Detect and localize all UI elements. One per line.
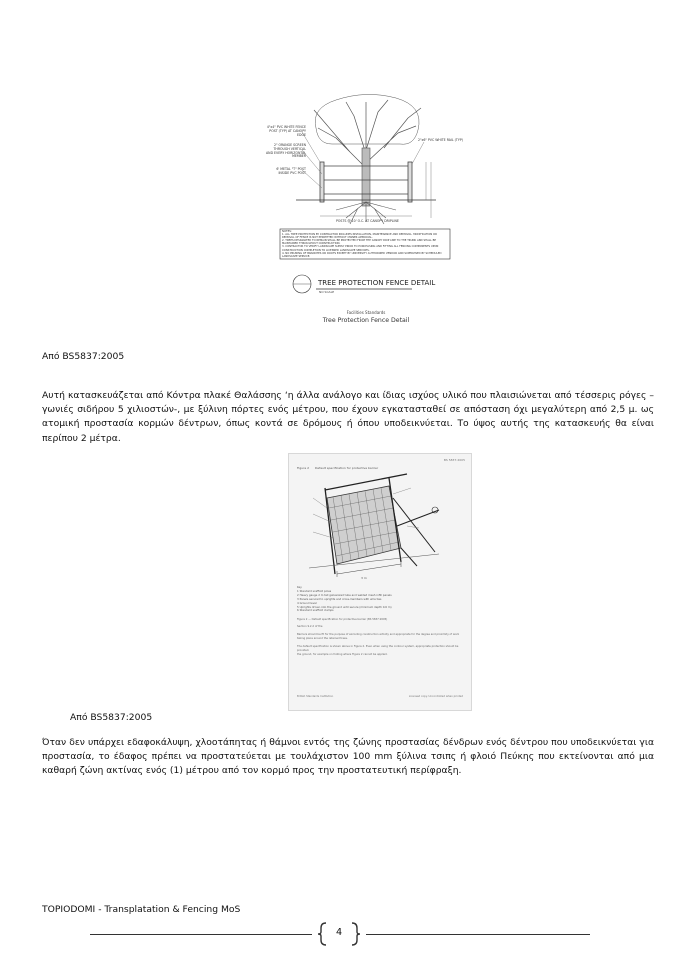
fence-detail-svg bbox=[266, 88, 466, 328]
figure2-text-2: Section 9.2.2 of the bbox=[297, 625, 323, 629]
drawing-note-bottom: POSTS @ 10' O.C. AT CANOPY DRIPLINE bbox=[336, 219, 399, 223]
figure2-dimension: 3 m bbox=[361, 576, 367, 580]
drawing-note-left-3: 6' METAL "T" POST INSIDE PVC POST bbox=[276, 167, 306, 175]
legend-item-5: 5 Uprights driven into the ground until secure (minimum depth 0.6 m) bbox=[297, 604, 392, 609]
figure2-body-text bbox=[297, 618, 463, 658]
legend-item-3: 3 Panels secured to uprights and cross-members with wire ties bbox=[297, 596, 382, 601]
figure1-source: Facilities Standards bbox=[346, 310, 386, 315]
figure2-label: Figure 2 bbox=[297, 466, 310, 470]
footer-rule-left bbox=[90, 934, 312, 935]
figure1-caption: Tree Protection Fence Detail bbox=[322, 317, 410, 324]
note-4: 4. NO PRUNING OF BRANCHES OR ROOTS EXCEPT BY UNIVERSITY AUTHORIZED VENDOR AND SUPERVISED BY SCHEDULED LANDSCAPE SERVICE. bbox=[282, 251, 442, 258]
notes-heading: NOTES: bbox=[282, 230, 292, 233]
drawing-notes bbox=[282, 230, 448, 258]
footer-rule-right bbox=[366, 934, 590, 935]
source-label-1: Από BS5837:2005 bbox=[42, 351, 125, 362]
dimension-arrow bbox=[337, 561, 401, 577]
figure2-text-5: the ground, for example on footing where Figure 2 cannot be applied. bbox=[297, 653, 388, 657]
figure2-header: BS 5837:2005 bbox=[443, 458, 465, 462]
drawing-note-left-2: 2" ORANGE SCREEN THROUGH VERTICAL AND EVERY HORIZONTAL MEMBER bbox=[266, 143, 307, 159]
barrier-drawing-svg bbox=[289, 468, 471, 588]
paragraph-2: Όταν δεν υπάρχει εδαφοκάλυψη, χλοοτάπητας ή θάμνοι εντός της ζώνης προστασίας δένδρων ενός δέντρου που υποδεικνύεται για προστασία, το έδαφος πρέπει να προστατεύεται με τουλάχιστον 100 mm ξύλινα τσιπς ή φλοιό Πεύκης που εκτείνονται από μια καθαρή ζώνη ακτίνας ενός (1) μέτρου από τον κορμό προς την προστατευτική περίφραξη. bbox=[42, 737, 654, 777]
note-2: 2. TREES DESIGNATED TO REMAIN SHALL BE PROTECTED FROM THE CANOPY DRIP LINE TO THE TRUNK AND SHALL BE MAINTAINED THROUGHOUT CONSTRUCTION. bbox=[282, 239, 436, 246]
tree-trunk bbox=[362, 148, 370, 206]
drawing-note-left-1: 4"x4" PVC WHITE FENCE POST (TYP) AT CANOPY EDGE bbox=[266, 125, 306, 137]
figure2-footer-left: British Standards Institution bbox=[297, 695, 334, 698]
paragraph-1: Αυτή κατασκευάζεται από Κόντρα πλακέ Θαλάσσης ‘η άλλα ανάλογο και ίδιας ισχύος υλικό που πλαισιώνεται από τέσσερις ρόγες – γωνιές σιδήρου 5 χιλιοστών-, με ξύλινη πόρτες ενός μέτρου, που έχουν εγκατασταθεί σε απόσταση όχι μεγαλύτερη από 2,5 μ. ως ατομική προστασία κορμών δέντρων, όπως κοντά σε δρόμους ή όπου υποδεικνύεται. Το ύψος αυτής της κατασκευής θα είναι περίπου 2 μέτρα. bbox=[42, 390, 654, 444]
footer-title: TOPIODOMI - Transplatation & Fencing MoS bbox=[42, 904, 241, 915]
legend-heading: Key bbox=[297, 585, 302, 589]
legend-item-2: 2 Heavy gauge 2 m tall galvanized tube and welded mesh infill panels bbox=[297, 592, 392, 597]
figure2-text-4: The default specification is shown above in Figure 2. Even when using the contour system, appropriate protection should be provided. bbox=[297, 644, 459, 653]
protective-barrier-figure bbox=[288, 453, 472, 711]
note-3: 3. CONTRACTOR TO VERIFY LANDSCAPE SUPPLY PRIOR TO PURCHASING AND FITTING ALL FENCING COMPONENTS UPON CONSTRUCTION COMPLETION TO LICENSED LANDSCAPE SERVICES. bbox=[282, 245, 439, 252]
detail-scale: NO SCALE bbox=[319, 290, 335, 294]
figure2-text-3: Barriers should be fit for the purpose of excluding construction activity and appropriate for the degree and proximity of work taking place around the retained trees. bbox=[297, 632, 460, 641]
detail-title: TREE PROTECTION FENCE DETAIL bbox=[318, 279, 436, 287]
figure2-legend bbox=[297, 586, 447, 613]
figure2-title: Default specification for protective barrier bbox=[315, 466, 379, 470]
note-1: 1. ALL TREE PROTECTION BY CONTRACTOR INCLUDES INSTALLATION, MAINTENANCE AND REMOVAL. MODIFICATION OR REMOVAL OF FENCE IS NOT PERMITTED WITHOUT OWNER APPROVAL. bbox=[282, 233, 437, 240]
drawing-note-right: 2"x6" PVC WHITE RAIL (TYP) bbox=[418, 138, 463, 142]
tree-protection-fence-drawing bbox=[266, 88, 466, 328]
figure2-footer-right: Licensed copy. Uncontrolled when printed bbox=[408, 695, 463, 698]
figure2-text-1: Figure 2 — Default specification for protective barrier (BS 5837:2005) bbox=[297, 618, 388, 621]
legend-item-6: 6 Standard scaffold clamps bbox=[297, 608, 334, 613]
legend-item-4: 4 Ground level bbox=[297, 600, 317, 605]
page-number-box bbox=[318, 921, 360, 947]
page-number: 4 bbox=[335, 927, 343, 938]
mesh-panel bbox=[327, 486, 401, 564]
ground-line-2 bbox=[309, 554, 439, 568]
source-label-2: Από BS5837:2005 bbox=[70, 712, 153, 723]
legend-item-1: 1 Standard scaffold poles bbox=[297, 588, 332, 593]
